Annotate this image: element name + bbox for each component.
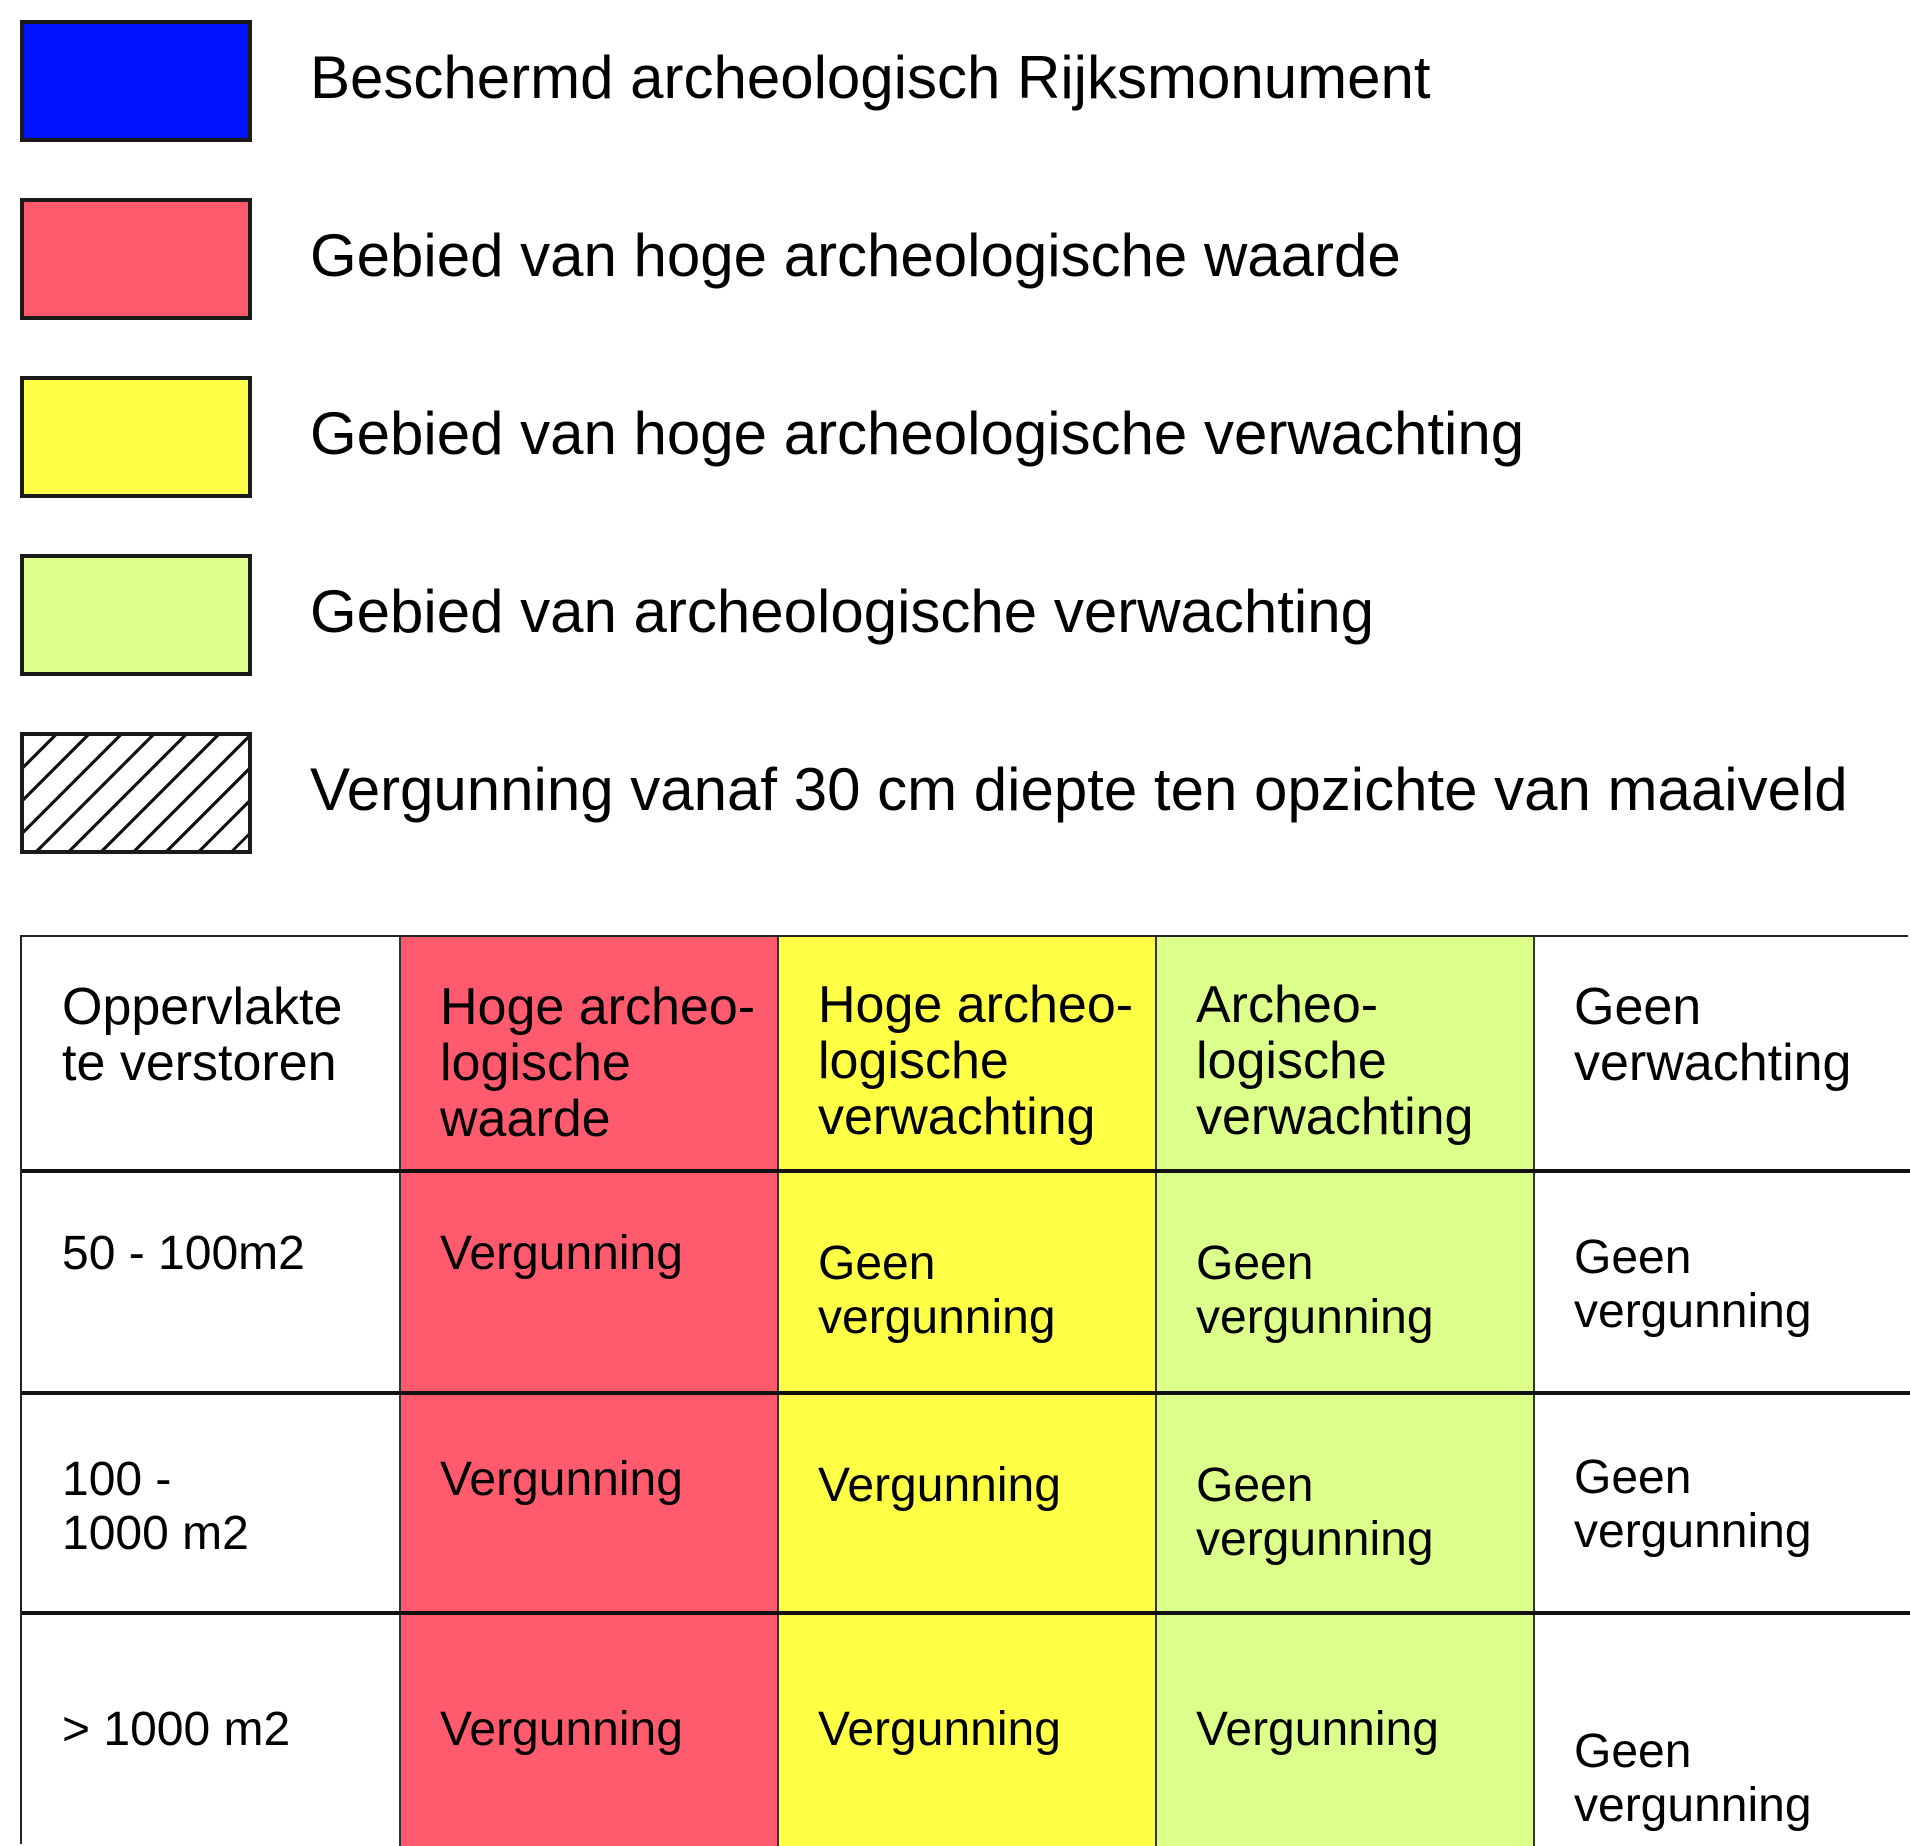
table-cell	[1534, 1613, 1910, 1846]
table-cell	[400, 1171, 778, 1393]
table-cell	[1156, 1613, 1534, 1846]
cell-value: Vergunning	[1196, 1703, 1439, 1756]
header-area	[22, 937, 400, 1171]
legend-item-verwachting	[0, 554, 1910, 684]
legend-swatch-green	[20, 554, 252, 676]
table-cell	[1156, 1393, 1534, 1613]
cell-value: Geen vergunning	[1196, 1237, 1434, 1344]
cell-value: Vergunning	[818, 1703, 1061, 1756]
table-cell	[22, 1613, 400, 1846]
cell-value: Geen vergunning	[1574, 1725, 1812, 1832]
header-label: Hoge archeo- logische verwachting	[818, 976, 1134, 1146]
legend-label: Gebied van archeologische verwachting	[310, 578, 1374, 645]
table-cell	[400, 1393, 778, 1613]
row-divider	[22, 1611, 1910, 1615]
legend-swatch-hatched	[20, 732, 252, 854]
cell-value: Geen vergunning	[818, 1237, 1056, 1344]
legend-label: Beschermd archeologisch Rijksmonument	[310, 44, 1431, 111]
legend-label: Vergunning vanaf 30 cm diepte ten opzichte van maaiveld	[310, 756, 1848, 823]
legend-swatch-yellow	[20, 376, 252, 498]
table-cell	[778, 1393, 1156, 1613]
header-label: Hoge archeo- logische waarde	[440, 978, 756, 1148]
header-hoge-verwachting	[778, 937, 1156, 1171]
cell-value: Vergunning	[440, 1703, 683, 1756]
legend-item-rijksmonument	[0, 20, 1910, 150]
header-label: Oppervlakte te verstoren	[62, 978, 343, 1092]
table-cell	[400, 1613, 778, 1846]
cell-value: Geen vergunning	[1574, 1451, 1812, 1558]
header-hoge-waarde	[400, 937, 778, 1171]
row-divider	[22, 1169, 1910, 1173]
table-cell	[1156, 1171, 1534, 1393]
legend-item-vergunning-30cm	[0, 732, 1910, 862]
table-cell	[22, 1393, 400, 1613]
header-verwachting	[1156, 937, 1534, 1171]
legend-label: Gebied van hoge archeologische waarde	[310, 222, 1401, 289]
legend-swatch-red	[20, 198, 252, 320]
legend-item-hoge-verwachting	[0, 376, 1910, 506]
header-label: Geen verwachting	[1574, 978, 1852, 1092]
header-geen-verwachting	[1534, 937, 1910, 1171]
cell-value: > 1000 m2	[62, 1703, 291, 1756]
table-cell	[1534, 1393, 1910, 1613]
header-label: Archeo- logische verwachting	[1196, 976, 1474, 1146]
cell-value: Geen vergunning	[1574, 1231, 1812, 1338]
cell-value: Vergunning	[440, 1227, 683, 1280]
permit-table	[20, 935, 1908, 1844]
table-cell	[1534, 1171, 1910, 1393]
cell-value: Vergunning	[440, 1453, 683, 1506]
cell-value: Geen vergunning	[1196, 1459, 1434, 1566]
table-cell	[778, 1171, 1156, 1393]
row-divider	[22, 1391, 1910, 1395]
cell-value: 50 - 100m2	[62, 1227, 305, 1280]
legend-swatch-blue	[20, 20, 252, 142]
table-cell	[778, 1613, 1156, 1846]
legend-item-hoge-waarde	[0, 198, 1910, 328]
legend-label: Gebied van hoge archeologische verwachting	[310, 400, 1525, 467]
cell-value: Vergunning	[818, 1459, 1061, 1512]
table-cell	[22, 1171, 400, 1393]
cell-value: 100 - 1000 m2	[62, 1453, 249, 1560]
